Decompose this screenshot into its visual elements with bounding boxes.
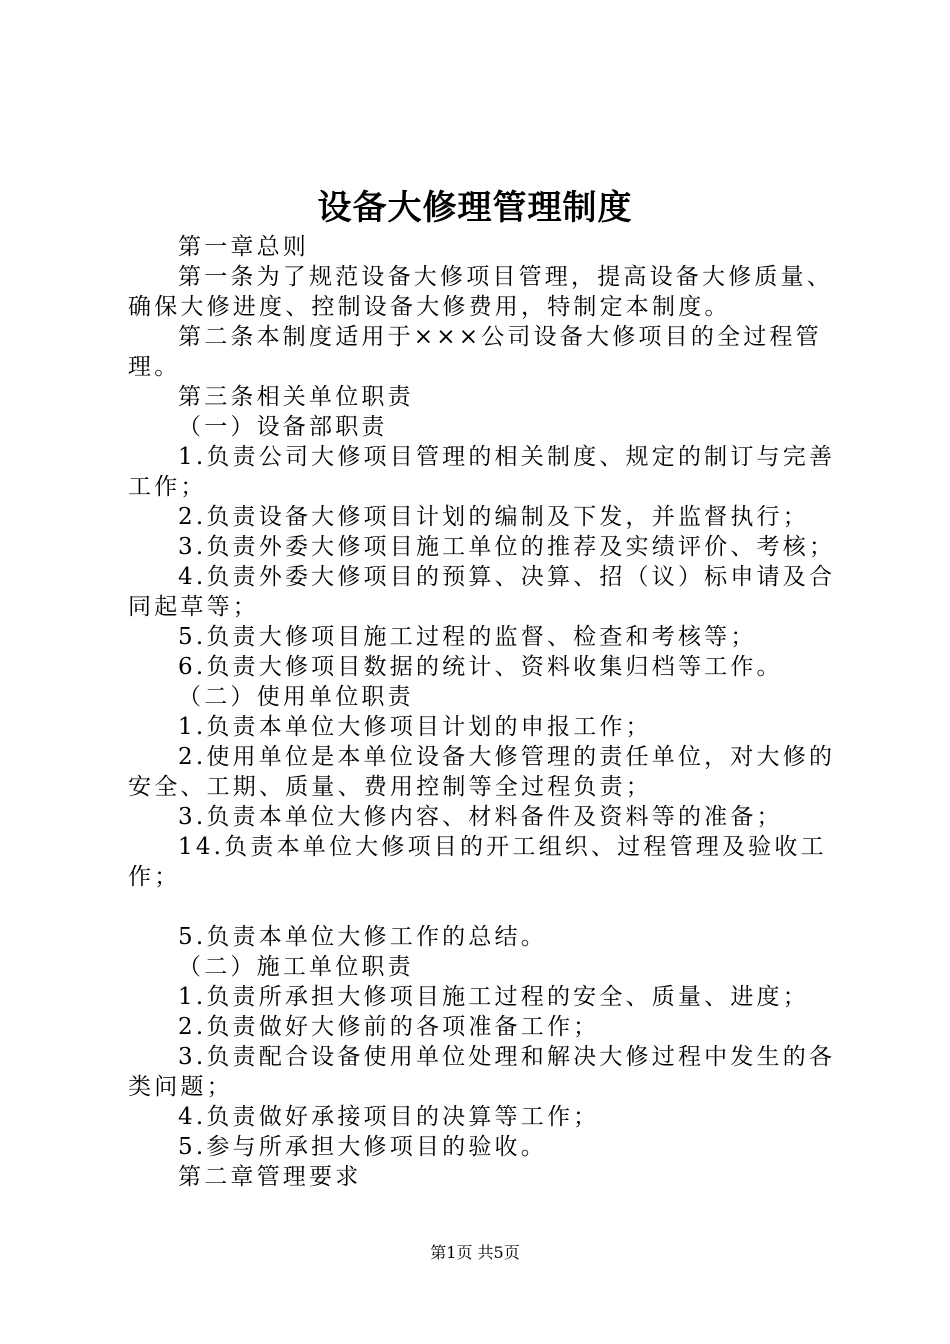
chapter-heading: 第一章总则 xyxy=(178,234,309,260)
list-item: 14.负责本单位大修项目的开工组织、过程管理及验收工作； xyxy=(128,834,827,890)
list-item: 1.负责本单位大修项目计划的申报工作； xyxy=(178,714,652,740)
article-paragraph: 第一条为了规范设备大修项目管理，提高设备大修质量、确保大修进度、控制设备大修费用，特制定本制度。 xyxy=(128,264,833,320)
list-item: 4.负责做好承接项目的决算等工作； xyxy=(178,1104,600,1130)
list-item: 1.负责公司大修项目管理的相关制度、规定的制订与完善工作； xyxy=(128,444,836,500)
list-item: 1.负责所承担大修项目施工过程的安全、质量、进度； xyxy=(178,984,809,1010)
document-body xyxy=(128,232,836,1192)
article-paragraph: 第二条本制度适用于×××公司设备大修项目的全过程管理。 xyxy=(128,324,822,380)
section-heading: （一）设备部职责 xyxy=(178,414,388,440)
list-item: 3.负责本单位大修内容、材料备件及资料等的准备； xyxy=(178,804,783,830)
chapter-heading: 第二章管理要求 xyxy=(178,1164,362,1190)
section-heading: （二）施工单位职责 xyxy=(178,954,414,980)
list-item: 3.负责外委大修项目施工单位的推荐及实绩评价、考核； xyxy=(178,534,836,560)
list-item: 2.负责做好大修前的各项准备工作； xyxy=(178,1014,600,1040)
list-item: 3.负责配合设备使用单位处理和解决大修过程中发生的各类问题； xyxy=(128,1044,836,1100)
list-item: 5.负责大修项目施工过程的监督、检查和考核等； xyxy=(178,624,757,650)
section-heading: （二）使用单位职责 xyxy=(178,684,414,710)
blank-line xyxy=(128,892,836,922)
document-title: 设备大修理管理制度 xyxy=(317,188,633,228)
list-item: 4.负责外委大修项目的预算、决算、招（议）标申请及合同起草等； xyxy=(128,564,836,620)
list-item: 5.参与所承担大修项目的验收。 xyxy=(178,1134,547,1160)
list-item: 2.负责设备大修项目计划的编制及下发，并监督执行； xyxy=(178,504,809,530)
list-item: 2.使用单位是本单位设备大修管理的责任单位，对大修的安全、工期、质量、费用控制等全过程负责； xyxy=(128,744,836,800)
article-paragraph: 第三条相关单位职责 xyxy=(178,384,414,410)
list-item: 6.负责大修项目数据的统计、资料收集归档等工作。 xyxy=(178,654,783,680)
list-item: 5.负责本单位大修工作的总结。 xyxy=(178,924,547,950)
page-footer: 第1页 共5页 xyxy=(430,1243,520,1262)
